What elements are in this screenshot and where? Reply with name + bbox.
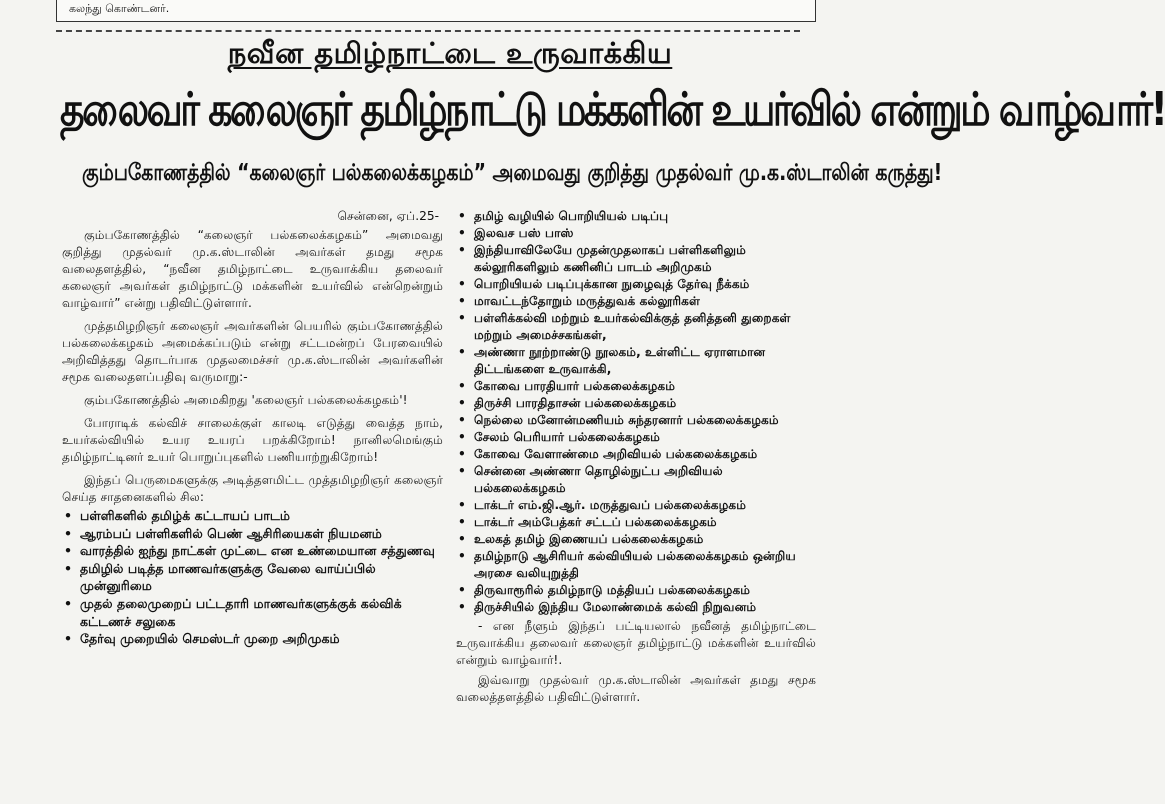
- closing-paragraph: - என நீளும் இந்தப் பட்டியலால் நவீனத் தமிழ்நாட்டை உருவாக்கிய தலைவர் கலைஞர் தமிழ்நாட்டு மக்களின் உயர்வில் என்றும் வாழ்வார்!.: [456, 619, 816, 667]
- previous-article-box: [56, 0, 816, 22]
- paragraph: முத்தமிழறிஞர் கலைஞர் அவர்களின் பெயரில் கும்பகோணத்தில் பல்கலைக்கழகம் அமைக்கப்படும் என்று சட்டமன்றப் பேரவையில் அறிவித்தது தொடர்பாக முதலமைச்சர் மு.க.ஸ்டாலின் அவர்களின் சமூக வலைதளப்பதிவு வருமாறு:-: [62, 319, 443, 384]
- list-item: • பள்ளிகளில் தமிழ்க் கட்டாயப் பாடம்: [62, 507, 443, 525]
- list-item: • இந்தியாவிலேயே முதன்முதலாகப் பள்ளிகளிலும் கல்லூரிகளிலும் கணினிப் பாடம் அறிமுகம்: [456, 242, 816, 276]
- paragraph: இந்தப் பெருமைகளுக்கு அடித்தளமிட்ட முத்தமிழறிஞர் கலைஞர் செய்த சாதனைகளில் சில:: [62, 473, 443, 504]
- list-item: • திருச்சியில் இந்திய மேலாண்மைக் கல்வி நிறுவனம்: [456, 599, 816, 616]
- list-item: • பள்ளிக்கல்வி மற்றும் உயர்கல்விக்குத் தனித்தனி துறைகள் மற்றும் அமைச்சகங்கள்,: [456, 310, 816, 344]
- paragraph: கும்பகோணத்தில் “கலைஞர் பல்கலைக்கழகம்” அமைவது குறித்து முதல்வர் மு.க.ஸ்டாலின் அவர்கள் தமது சமூக வலைதளத்தில், “நவீன தமிழ்நாட்டை உருவாக்கிய தலைவர் கலைஞர் அவர்கள் தமிழ்நாட்டு மக்களின் உயர்வில் என்றென்றும் வாழ்வார்” என்று பதிவிட்டுள்ளார்.: [62, 228, 443, 310]
- list-item: • தேர்வு முறையில் செமஸ்டர் முறை அறிமுகம்: [62, 630, 443, 648]
- dateline: சென்னை, ஏப்.25-: [337, 209, 439, 223]
- list-item: • திருவாரூரில் தமிழ்நாடு மத்தியப் பல்கலைக்கழகம்: [456, 582, 816, 599]
- article-column-left: [62, 208, 443, 648]
- subheadline: கும்பகோணத்தில் “கலைஞர் பல்கலைக்கழகம்” அமைவது குறித்து முதல்வர் மு.க.ஸ்டாலின் கருத்து!: [82, 160, 943, 186]
- list-item: • உலகத் தமிழ் இணையப் பல்கலைக்கழகம்: [456, 531, 816, 548]
- list-item: • தமிழில் படித்த மாணவர்களுக்கு வேலை வாய்ப்பில் முன்னுரிமை: [62, 560, 443, 595]
- achievements-list-left: [62, 507, 443, 648]
- achievements-list-right: [456, 208, 816, 616]
- list-item: • வாரத்தில் ஐந்து நாட்கள் முட்டை என உண்மையான சத்துணவு: [62, 542, 443, 560]
- dashed-divider: [56, 30, 800, 32]
- list-item: • நெல்லை மனோன்மணியம் சுந்தரனார் பல்கலைக்கழகம்: [456, 412, 816, 429]
- headline-kicker: நவீன தமிழ்நாட்டை உருவாக்கிய: [227, 36, 673, 70]
- previous-article-fragment: கலந்து கொண்டனர்.: [69, 2, 170, 15]
- list-item: • பொறியியல் படிப்புக்கான நுழைவுத் தேர்வு நீக்கம்: [456, 276, 816, 293]
- paragraph: போராடிக் கல்விச் சாலைக்குள் காலடி எடுத்து வைத்த நாம், உயர்கல்வியில் உயர உயரப் பறக்கிறோம்! நானிலமெங்கும் தமிழ்நாட்டினர் உயர் பொறுப்புகளில் பணியாற்றுகிறோம்!: [62, 416, 443, 464]
- list-item: • டாக்டர் அம்பேத்கர் சட்டப் பல்கலைக்கழகம்: [456, 514, 816, 531]
- list-item: • முதல் தலைமுறைப் பட்டதாரி மாணவர்களுக்குக் கல்விக் கட்டணச் சலுகை: [62, 595, 443, 630]
- list-item: • கோவை பாரதியார் பல்கலைக்கழகம்: [456, 378, 816, 395]
- paragraph: கும்பகோணத்தில் அமைகிறது 'கலைஞர் பல்கலைக்கழகம்'!: [84, 393, 408, 407]
- list-item: • அண்ணா நூற்றாண்டு நூலகம், உள்ளிட்ட ஏராளமான திட்டங்களை உருவாக்கி,: [456, 344, 816, 378]
- list-item: • சென்னை அண்ணா தொழில்நுட்ப அறிவியல் பல்கலைக்கழகம்: [456, 463, 816, 497]
- list-item: • திருச்சி பாரதிதாசன் பல்கலைக்கழகம்: [456, 395, 816, 412]
- signoff-paragraph: இவ்வாறு முதல்வர் மு.க.ஸ்டாலின் அவர்கள் தமது சமூக வலைத்தளத்தில் பதிவிட்டுள்ளார்.: [456, 673, 816, 704]
- list-item: • தமிழ் வழியில் பொறியியல் படிப்பு: [456, 208, 816, 225]
- list-item: • சேலம் பெரியார் பல்கலைக்கழகம்: [456, 429, 816, 446]
- list-item: • இலவச பஸ் பாஸ்: [456, 225, 816, 242]
- list-item: • தமிழ்நாடு ஆசிரியர் கல்வியியல் பல்கலைக்கழகம் ஒன்றிய அரசை வலியுறுத்தி: [456, 548, 816, 582]
- article-column-right: [456, 208, 816, 706]
- list-item: • டாக்டர் எம்.ஜி.ஆர். மருத்துவப் பல்கலைக்கழகம்: [456, 497, 816, 514]
- headline: தலைவர் கலைஞர் தமிழ்நாட்டு மக்களின் உயர்வில் என்றும் வாழ்வார்!: [60, 82, 1165, 136]
- list-item: • ஆரம்பப் பள்ளிகளில் பெண் ஆசிரியைகள் நியமனம்: [62, 525, 443, 543]
- list-item: • மாவட்டந்தோறும் மருத்துவக் கல்லூரிகள்: [456, 293, 816, 310]
- list-item: • கோவை வேளாண்மை அறிவியல் பல்கலைக்கழகம்: [456, 446, 816, 463]
